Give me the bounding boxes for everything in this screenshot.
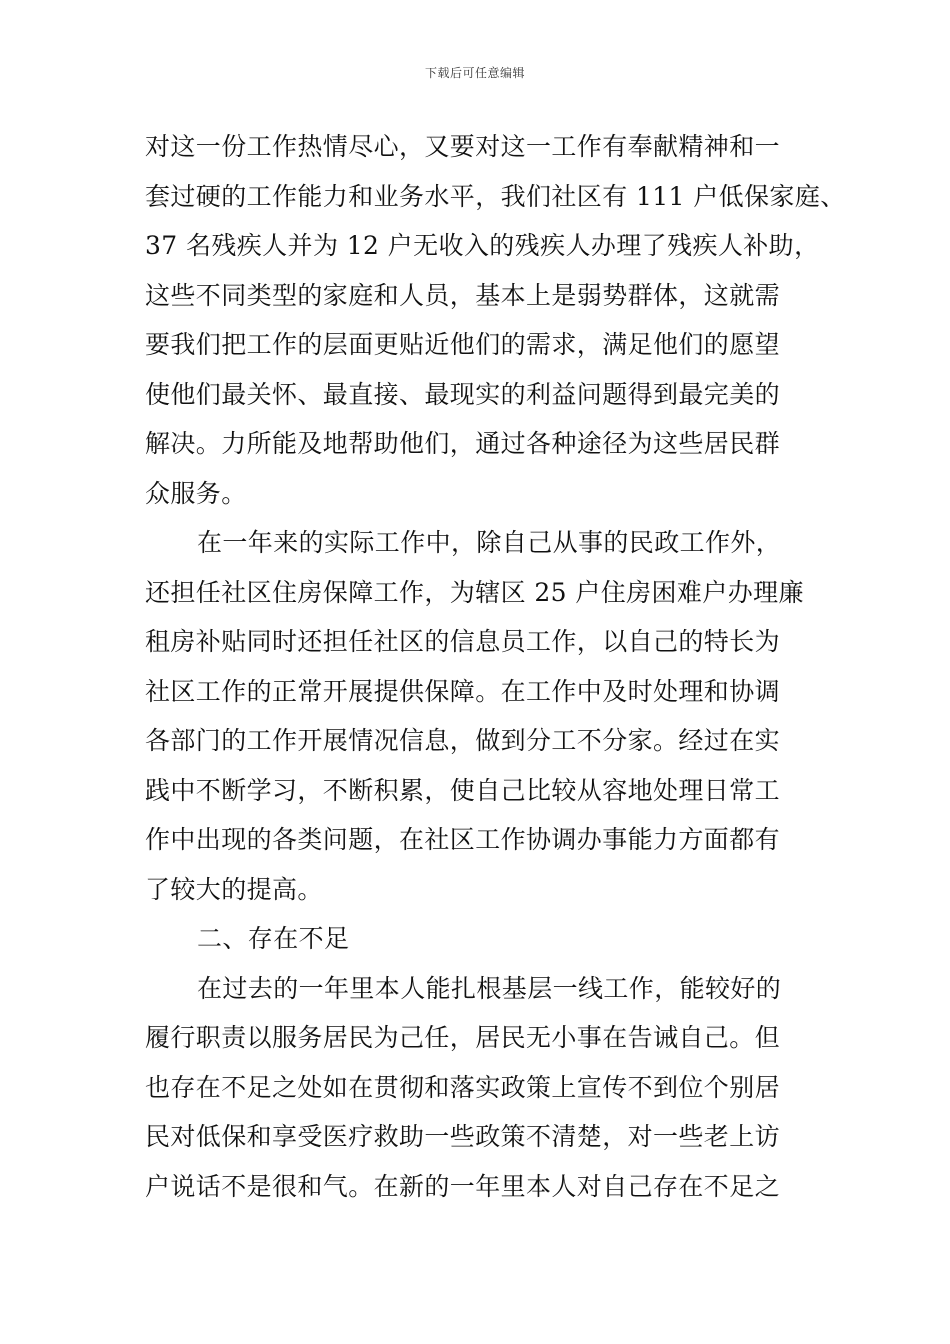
- text-line: 各部门的工作开展情况信息，做到分工不分家。经过在实: [145, 726, 781, 755]
- text-line: 了较大的提高。: [145, 874, 323, 904]
- text-line: 户说话不是很和气。在新的一年里本人对自己存在不足之: [145, 1171, 781, 1201]
- text-line: 民对低保和享受医疗救助一些政策不清楚，对一些老上访: [145, 1122, 781, 1151]
- text-line: 对这一份工作热情尽心，又要对这一工作有奉献精神和一: [145, 132, 781, 161]
- text-line: 要我们把工作的层面更贴近他们的需求，满足他们的愿望: [145, 330, 781, 359]
- text-line: 也存在不足之处如在贯彻和落实政策上宣传不到位个别居: [145, 1072, 781, 1102]
- document-body: [145, 122, 846, 1211]
- text-line: 37 名残疾人并为 12 户无收入的残疾人办理了残疾人补助，: [145, 231, 820, 260]
- text-line: 使他们最关怀、最直接、最现实的利益问题得到最完美的: [145, 379, 781, 409]
- text-line: 还担任社区住房保障工作，为辖区 25 户住房困难户办理廉: [145, 577, 804, 607]
- text-line: 践中不断学习，不断积累，使自己比较从容地处理日常工: [145, 775, 781, 805]
- text-line: 履行职责以服务居民为己任，居民无小事在告诫自己。但: [145, 1023, 781, 1052]
- text-line: 作中出现的各类问题，在社区工作协调办事能力方面都有: [145, 825, 781, 854]
- text-line: 众服务。: [145, 478, 247, 508]
- text-line: 租房补贴同时还担任社区的信息员工作，以自己的特长为: [145, 627, 781, 656]
- page-header: 下载后可任意编辑: [424, 66, 525, 80]
- text-line: 解决。力所能及地帮助他们，通过各种途径为这些居民群: [145, 429, 781, 458]
- text-line: 这些不同类型的家庭和人员，基本上是弱势群体，这就需: [145, 280, 781, 310]
- paragraph-start-line: 在一年来的实际工作中，除自己从事的民政工作外，: [197, 528, 782, 557]
- text-line: 套过硬的工作能力和业务水平，我们社区有 111 户低保家庭、: [145, 181, 846, 211]
- paragraph-start-line: 在过去的一年里本人能扎根基层一线工作，能较好的: [197, 973, 782, 1003]
- section-heading: 二、存在不足: [197, 924, 350, 953]
- text-line: 社区工作的正常开展提供保障。在工作中及时处理和协调: [145, 676, 781, 706]
